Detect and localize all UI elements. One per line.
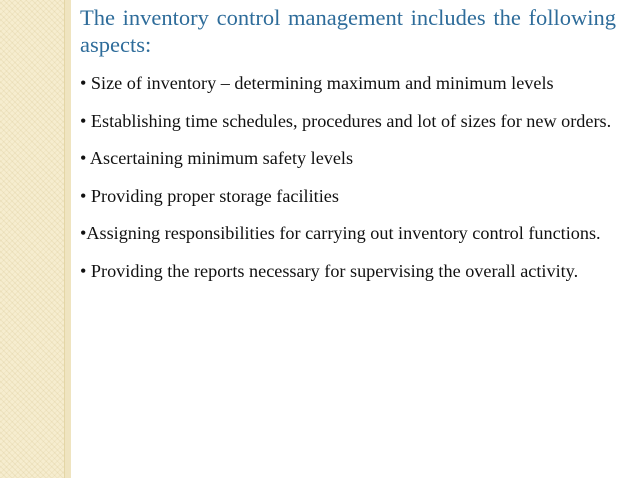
slide-title: The inventory control management includes the following aspects: (80, 5, 616, 57)
bullet-responsibilities: •Assigning responsibilities for carrying out inventory control functions. (80, 223, 601, 243)
bullet-reports: • Providing the reports necessary for supervising the overall activity. (80, 260, 579, 281)
decorative-side-band (0, 0, 64, 478)
slide-content (80, 4, 616, 290)
bullet-list (80, 65, 616, 290)
side-band-border (64, 0, 71, 478)
bullet-safety-levels: • Ascertaining minimum safety levels (80, 148, 354, 168)
bullet-storage-facilities: • Providing proper storage facilities (80, 185, 339, 206)
bullet-size-of-inventory: • Size of inventory – determining maximum and minimum levels (80, 73, 554, 93)
bullet-time-schedules: • Establishing time schedules, procedures and lot of sizes for new orders. (80, 110, 612, 131)
